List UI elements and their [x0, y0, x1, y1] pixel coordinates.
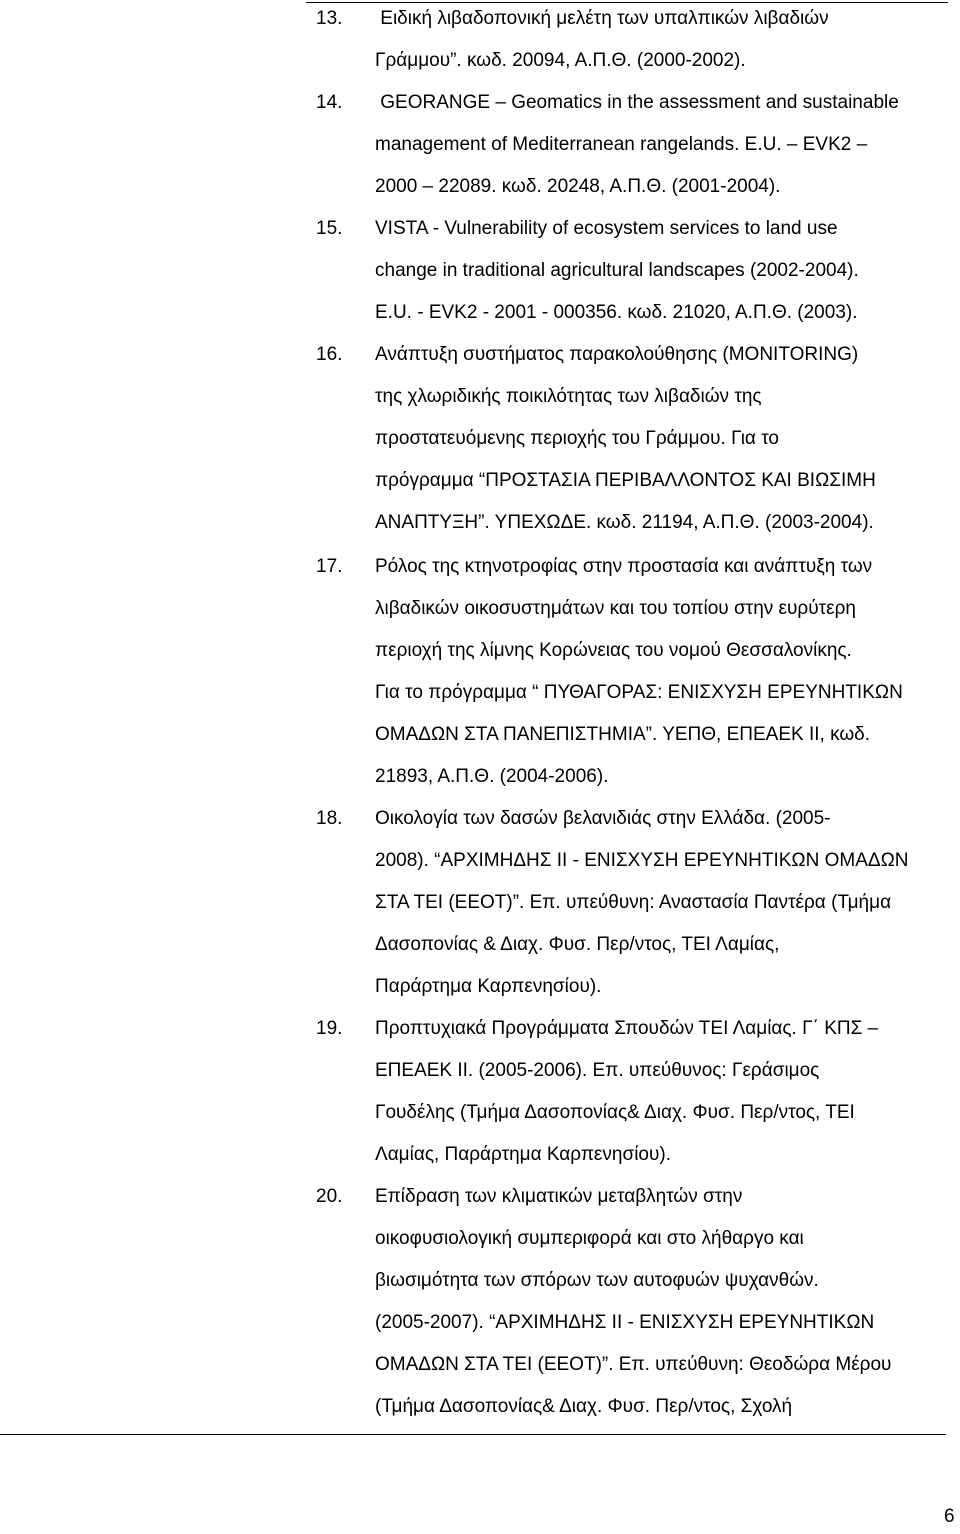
item-text-line: 21893, Α.Π.Θ. (2004-2006). — [375, 766, 609, 787]
item-text-line: (Τμήμα Δασοπονίας& Διαχ. Φυσ. Περ/ντος, Σχολή — [375, 1396, 793, 1417]
item-number: 13. — [316, 8, 343, 29]
item-number: 19. — [316, 1018, 343, 1039]
page-number: 6 — [944, 1506, 955, 1527]
item-text-line: Γράμμου”. κωδ. 20094, Α.Π.Θ. (2000-2002). — [375, 50, 746, 71]
item-text-line: Ρόλος της κτηνοτροφίας στην προστασία και ανάπτυξη των — [375, 556, 873, 577]
item-text-line: ΟΜΑΔΩΝ ΣΤΑ ΠΑΝΕΠΙΣΤΗΜΙΑ”. ΥΕΠΘ, ΕΠΕΑΕΚ ΙΙ, κωδ. — [375, 724, 871, 745]
item-text-line: ΣΤΑ ΤΕΙ (ΕΕΟΤ)”. Επ. υπεύθυνη: Αναστασία Παντέρα (Τμήμα — [375, 892, 892, 913]
item-text-line: προστατευόμενης περιοχής του Γράμμου. Για το — [375, 428, 780, 449]
item-text-line: ΟΜΑΔΩΝ ΣΤΑ ΤΕΙ (ΕΕΟΤ)”. Επ. υπεύθυνη: Θεοδώρα Μέρου — [375, 1354, 892, 1375]
item-text-line: περιοχή της λίμνης Κορώνειας του νομού Θεσσαλονίκης. — [375, 640, 852, 661]
item-text-line: βιωσιμότητα των σπόρων των αυτοφυών ψυχανθών. — [375, 1270, 819, 1291]
item-text-line: (2005-2007). “ΑΡΧΙΜΗΔΗΣ ΙΙ - ΕΝΙΣΧΥΣΗ ΕΡΕΥΝΗΤΙΚΩΝ — [375, 1312, 875, 1333]
item-number: 15. — [316, 218, 343, 239]
item-number: 18. — [316, 808, 343, 829]
item-text-line: Λαμίας, Παράρτημα Καρπενησίου). — [375, 1144, 671, 1165]
item-text-line: Ανάπτυξη συστήματος παρακολούθησης (MONITORING) — [375, 344, 859, 365]
item-number: 17. — [316, 556, 343, 577]
item-text-line: Προπτυχιακά Προγράμματα Σπουδών ΤΕΙ Λαμίας. Γ΄ ΚΠΣ – — [375, 1018, 879, 1039]
item-text-line: λιβαδικών οικοσυστημάτων και του τοπίου στην ευρύτερη — [375, 598, 856, 619]
item-text-line: Για το πρόγραμμα “ ΠΥΘΑΓΟΡΑΣ: ΕΝΙΣΧΥΣΗ ΕΡΕΥΝΗΤΙΚΩΝ — [375, 682, 903, 703]
item-text-line: πρόγραμμα “ΠΡΟΣΤΑΣΙΑ ΠΕΡΙΒΑΛΛΟΝΤΟΣ ΚΑΙ ΒΙΩΣΙΜΗ — [375, 470, 876, 491]
item-text-line: 2000 – 22089. κωδ. 20248, Α.Π.Θ. (2001-2004). — [375, 176, 781, 197]
item-text-line: οικοφυσιολογική συμπεριφορά και στο λήθαργο και — [375, 1228, 804, 1249]
item-number: 20. — [316, 1186, 343, 1207]
item-text-line: ΕΠΕΑΕΚ ΙΙ. (2005-2006). Επ. υπεύθυνος: Γεράσιμος — [375, 1060, 820, 1081]
item-text-line: GEORANGE – Geomatics in the assessment and sustainable — [375, 92, 899, 113]
item-text-line: Παράρτημα Καρπενησίου). — [375, 976, 602, 997]
footer-rule — [0, 1434, 946, 1435]
item-text-line: Γουδέλης (Τμήμα Δασοπονίας& Διαχ. Φυσ. Περ/ντος, ΤΕΙ — [375, 1102, 855, 1123]
item-text-line: 2008). “ΑΡΧΙΜΗΔΗΣ ΙΙ - ΕΝΙΣΧΥΣΗ ΕΡΕΥΝΗΤΙΚΩΝ ΟΜΑΔΩΝ — [375, 850, 909, 871]
item-number: 16. — [316, 344, 343, 365]
item-text-line: Ειδική λιβαδοπονική μελέτη των υπαλπικών λιβαδιών — [375, 8, 829, 29]
item-text-line: E.U. - EVK2 - 2001 - 000356. κωδ. 21020, Α.Π.Θ. (2003). — [375, 302, 858, 323]
item-text-line: VISTA - Vulnerability of ecosystem services to land use — [375, 218, 838, 239]
item-text-line: Οικολογία των δασών βελανιδιάς στην Ελλάδα. (2005- — [375, 808, 831, 829]
item-text-line: management of Mediterranean rangelands. E.U. – EVK2 – — [375, 134, 868, 155]
item-text-line: ΑΝΑΠΤΥΞΗ”. ΥΠΕΧΩΔΕ. κωδ. 21194, Α.Π.Θ. (2003-2004). — [375, 512, 874, 533]
top-rule — [306, 2, 948, 3]
item-text-line: Επίδραση των κλιματικών μεταβλητών στην — [375, 1186, 743, 1207]
item-number: 14. — [316, 92, 343, 113]
item-text-line: της χλωριδικής ποικιλότητας των λιβαδιών της — [375, 386, 762, 407]
item-text-line: Δασοπονίας & Διαχ. Φυσ. Περ/ντος, ΤΕΙ Λαμίας, — [375, 934, 780, 955]
item-text-line: change in traditional agricultural landscapes (2002-2004). — [375, 260, 859, 281]
